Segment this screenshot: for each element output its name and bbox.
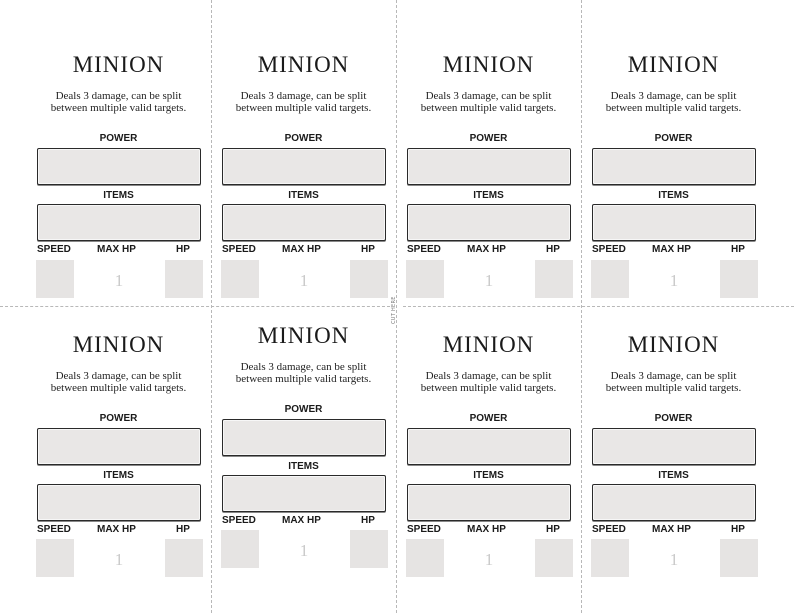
max-hp-value: 1 <box>114 550 124 569</box>
speed-label: SPEED <box>592 524 626 535</box>
power-field[interactable] <box>37 148 201 185</box>
max-hp-label: MAX HP <box>282 244 321 255</box>
card-description-line: Deals 3 damage, can be split <box>240 361 367 373</box>
card-description-line: between multiple valid targets. <box>235 373 372 385</box>
card-description-line: Deals 3 damage, can be split <box>425 370 552 382</box>
power-field[interactable] <box>407 428 571 465</box>
speed-field[interactable] <box>406 539 444 577</box>
items-label: ITEMS <box>658 190 689 201</box>
max-hp-label: MAX HP <box>282 515 321 526</box>
items-label: ITEMS <box>103 190 134 201</box>
items-field[interactable] <box>222 475 386 512</box>
card-title: MINION <box>442 332 535 357</box>
items-field[interactable] <box>222 204 386 241</box>
hp-label: HP <box>176 244 190 255</box>
card-description-line: Deals 3 damage, can be split <box>425 90 552 102</box>
card-description-line: Deals 3 damage, can be split <box>240 90 367 102</box>
hp-field[interactable] <box>165 539 203 577</box>
speed-label: SPEED <box>407 244 441 255</box>
minion-card <box>581 0 766 300</box>
power-label: POWER <box>469 133 508 144</box>
hp-label: HP <box>731 524 745 535</box>
hp-label: HP <box>361 515 375 526</box>
max-hp-value: 1 <box>669 550 679 569</box>
speed-label: SPEED <box>37 244 71 255</box>
items-field[interactable] <box>37 204 201 241</box>
card-description-line: Deals 3 damage, can be split <box>55 370 182 382</box>
minion-card <box>581 280 766 580</box>
hp-label: HP <box>361 244 375 255</box>
hp-label: HP <box>731 244 745 255</box>
card-title: MINION <box>442 52 535 77</box>
power-field[interactable] <box>592 428 756 465</box>
items-label: ITEMS <box>288 190 319 201</box>
max-hp-value: 1 <box>299 271 309 290</box>
max-hp-value: 1 <box>484 271 494 290</box>
hp-field[interactable] <box>720 539 758 577</box>
power-field[interactable] <box>222 419 386 456</box>
power-label: POWER <box>99 133 138 144</box>
card-title: MINION <box>72 52 165 77</box>
speed-field[interactable] <box>36 539 74 577</box>
power-field[interactable] <box>407 148 571 185</box>
speed-label: SPEED <box>37 524 71 535</box>
items-label: ITEMS <box>473 190 504 201</box>
max-hp-label: MAX HP <box>467 524 506 535</box>
speed-field[interactable] <box>221 530 259 568</box>
max-hp-label: MAX HP <box>97 244 136 255</box>
items-label: ITEMS <box>103 470 134 481</box>
power-field[interactable] <box>222 148 386 185</box>
power-field[interactable] <box>592 148 756 185</box>
cut-here-label: CUT HERE <box>391 296 397 324</box>
card-description-line: between multiple valid targets. <box>605 382 742 394</box>
power-label: POWER <box>284 133 323 144</box>
max-hp-value: 1 <box>114 271 124 290</box>
power-label: POWER <box>284 404 323 415</box>
card-description-line: between multiple valid targets. <box>50 382 187 394</box>
card-description-line: between multiple valid targets. <box>420 382 557 394</box>
items-field[interactable] <box>37 484 201 521</box>
speed-label: SPEED <box>407 524 441 535</box>
speed-label: SPEED <box>222 515 256 526</box>
items-field[interactable] <box>407 484 571 521</box>
card-title: MINION <box>627 52 720 77</box>
power-label: POWER <box>654 133 693 144</box>
hp-label: HP <box>546 524 560 535</box>
items-field[interactable] <box>407 204 571 241</box>
card-description-line: Deals 3 damage, can be split <box>55 90 182 102</box>
card-description-line: between multiple valid targets. <box>605 102 742 114</box>
max-hp-value: 1 <box>669 271 679 290</box>
items-label: ITEMS <box>658 470 689 481</box>
card-description-line: Deals 3 damage, can be split <box>610 370 737 382</box>
minion-card <box>211 271 396 571</box>
speed-field[interactable] <box>591 539 629 577</box>
power-label: POWER <box>469 413 508 424</box>
items-label: ITEMS <box>288 461 319 472</box>
card-description-line: between multiple valid targets. <box>420 102 557 114</box>
minion-card <box>26 280 211 580</box>
minion-card <box>26 0 211 300</box>
minion-card <box>396 0 581 300</box>
speed-label: SPEED <box>222 244 256 255</box>
card-title: MINION <box>72 332 165 357</box>
items-field[interactable] <box>592 204 756 241</box>
power-label: POWER <box>99 413 138 424</box>
power-label: POWER <box>654 413 693 424</box>
card-title: MINION <box>627 332 720 357</box>
hp-field[interactable] <box>535 539 573 577</box>
card-title: MINION <box>257 323 350 348</box>
max-hp-label: MAX HP <box>652 524 691 535</box>
card-title: MINION <box>257 52 350 77</box>
minion-card <box>396 280 581 580</box>
hp-field[interactable] <box>350 530 388 568</box>
max-hp-label: MAX HP <box>652 244 691 255</box>
hp-label: HP <box>546 244 560 255</box>
card-description-line: between multiple valid targets. <box>50 102 187 114</box>
minion-card <box>211 0 396 300</box>
card-description-line: Deals 3 damage, can be split <box>610 90 737 102</box>
max-hp-value: 1 <box>299 541 309 560</box>
card-description-line: between multiple valid targets. <box>235 102 372 114</box>
items-field[interactable] <box>592 484 756 521</box>
max-hp-label: MAX HP <box>97 524 136 535</box>
hp-label: HP <box>176 524 190 535</box>
items-label: ITEMS <box>473 470 504 481</box>
power-field[interactable] <box>37 428 201 465</box>
speed-label: SPEED <box>592 244 626 255</box>
max-hp-label: MAX HP <box>467 244 506 255</box>
max-hp-value: 1 <box>484 550 494 569</box>
